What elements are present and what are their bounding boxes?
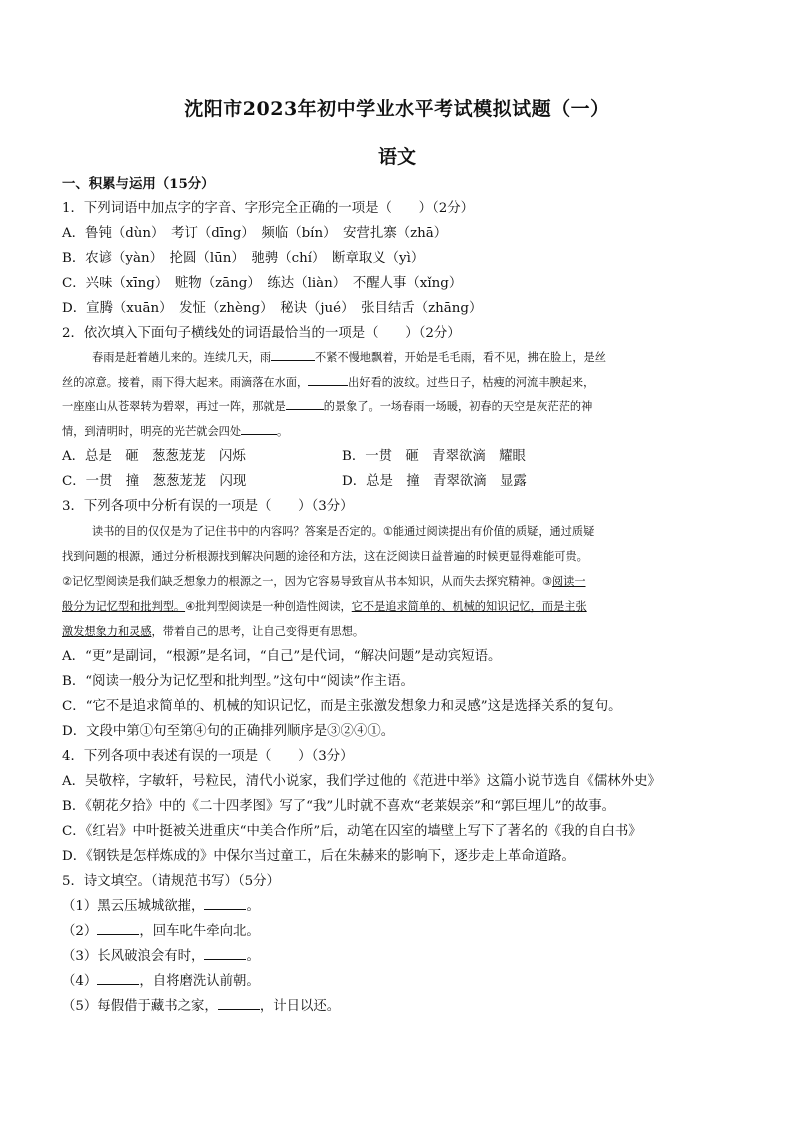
question-5-item-3: （3）长风破浪会有时， 。 xyxy=(62,949,260,964)
answer-blank[interactable] xyxy=(97,972,139,985)
answer-blank[interactable] xyxy=(286,397,324,410)
answer-blank[interactable] xyxy=(271,348,315,361)
question-3-passage-line: 激发想象力和灵感，带着自己的思考，让自己变得更有思想。 xyxy=(62,625,365,638)
question-2-stem: 2．依次填入下面句子横线处的词语最恰当的一项是（ ）（2分） xyxy=(62,326,461,341)
question-2-passage-line: 一座座山从苍翠转为碧翠，再过一阵，那就是 的景象了。一场春雨一场暖，初春的天空是灰茫茫的神 xyxy=(62,397,592,417)
question-5-item-2: （2） ，回车叱牛牵向北。 xyxy=(62,924,260,939)
question-1-option-b: B．农谚（yàn） 抡圆（lūn） 驰骋（chí） 断章取义（yì） xyxy=(62,251,425,266)
question-3-passage-line: 读书的目的仅仅是为了记住书中的内容吗？答案是否定的。①能通过阅读提出有价值的质疑，通过质疑 xyxy=(92,525,595,538)
question-3-passage-line: 找到问题的根源，通过分析根源找到解决问题的途径和方法，这在泛阅读日益普遍的时候更显得难能可贵。 xyxy=(62,550,588,563)
question-3-passage-line: ②记忆型阅读是我们缺乏想象力的根源之一，因为它容易导致盲从书本知识，从而失去探究精神。③阅读一 xyxy=(62,575,586,588)
answer-blank[interactable] xyxy=(97,922,139,935)
answer-blank[interactable] xyxy=(204,897,246,910)
answer-blank[interactable] xyxy=(241,422,277,435)
question-2-option-b: B．一贯 砸 青翠欲滴 耀眼 xyxy=(342,449,526,464)
question-2-option-c: C．一贯 撞 葱葱茏茏 闪现 xyxy=(62,474,247,489)
question-3-option-b: B．“阅读一般分为记忆型和批判型。”这句中“阅读”作主语。 xyxy=(62,674,414,689)
question-5-item-1: （1）黑云压城城欲摧， 。 xyxy=(62,899,260,914)
question-2-passage-line: 情，到清明时，明亮的光芒就会四处 。 xyxy=(62,422,288,442)
question-5-stem: 5．诗文填空。（请规范书写）（5分） xyxy=(62,874,280,889)
answer-blank[interactable] xyxy=(308,373,348,386)
answer-blank[interactable] xyxy=(204,947,246,960)
subject-title: 语文 xyxy=(377,146,416,168)
question-2-passage-line: 丝的凉意。接着，雨下得大起来。雨滴落在水面， 出好看的波纹。过些日子，枯瘦的河流丰腴起来， xyxy=(62,373,594,393)
question-1-option-c: C．兴味（xīng） 赃物（zāng） 练达（liàn） 不醒人事（xǐng） xyxy=(62,276,463,291)
question-3-stem: 3．下列各项中分析有误的一项是（ ）（3分） xyxy=(62,499,354,514)
question-5-item-4: （4） ，自将磨洗认前朝。 xyxy=(62,974,260,989)
section-heading: 一、积累与运用（15分） xyxy=(62,176,215,192)
answer-blank[interactable] xyxy=(218,997,260,1010)
question-4-option-d: D．《钢铁是怎样炼成的》中保尔当过童工，后在朱赫来的影响下，逐步走上革命道路。 xyxy=(62,849,575,864)
question-3-option-a: A．“更”是副词，“根源”是名词，“自己”是代词，“解决问题”是动宾短语。 xyxy=(62,649,502,664)
question-4-option-c: C．《红岩》中叶挺被关进重庆“中美合作所”后，动笔在囚室的墙壁上写下了著名的《我的自白书》 xyxy=(62,824,642,839)
question-4-stem: 4．下列各项中表述有误的一项是（ ）（3分） xyxy=(62,749,354,764)
question-1-stem: 1．下列词语中加点字的字音、字形完全正确的一项是（ ）（2分） xyxy=(62,201,475,216)
question-3-option-d: D．文段中第①句至第④句的正确排列顺序是③②④①。 xyxy=(62,724,395,739)
question-3-passage-line: 般分为记忆型和批判型。④批判型阅读是一种创造性阅读，它不是追求简单的、机械的知识记忆，而是主张 xyxy=(62,600,587,613)
question-1-option-a: A．鲁钝（dùn） 考订（dīng） 频临（bín） 安营扎寨（zhā） xyxy=(62,226,448,241)
question-5-item-5: （5）每假借于藏书之家， ，计日以还。 xyxy=(62,999,341,1014)
question-2-passage-line: 春雨是赶着趟儿来的。连续几天，雨 不紧不慢地飘着，开始是毛毛雨，看不见，拂在脸上，是丝 xyxy=(92,348,606,368)
question-1-option-d: D．宣腾（xuān） 发怔（zhèng） 秘诀（jué） 张目结舌（zhāng） xyxy=(62,301,483,316)
page-title: 沈阳市2023年初中学业水平考试模拟试题（一） xyxy=(184,98,610,120)
question-3-option-c: C．“它不是追求简单的、机械的知识记忆，而是主张激发想象力和灵感”这是选择关系的复句。 xyxy=(62,699,622,714)
question-4-option-b: B．《朝花夕拾》中的《二十四孝图》写了“我”儿时就不喜欢“老莱娱亲”和“郭巨埋儿”的故事。 xyxy=(62,799,616,814)
question-2-option-d: D．总是 撞 青翠欲滴 显露 xyxy=(342,474,527,489)
question-4-option-a: A．吴敬梓，字敏轩，号粒民，清代小说家，我们学过他的《范进中举》这篇小说节选自《儒林外史》 xyxy=(62,774,661,789)
question-2-option-a: A．总是 砸 葱葱茏茏 闪烁 xyxy=(62,449,246,464)
